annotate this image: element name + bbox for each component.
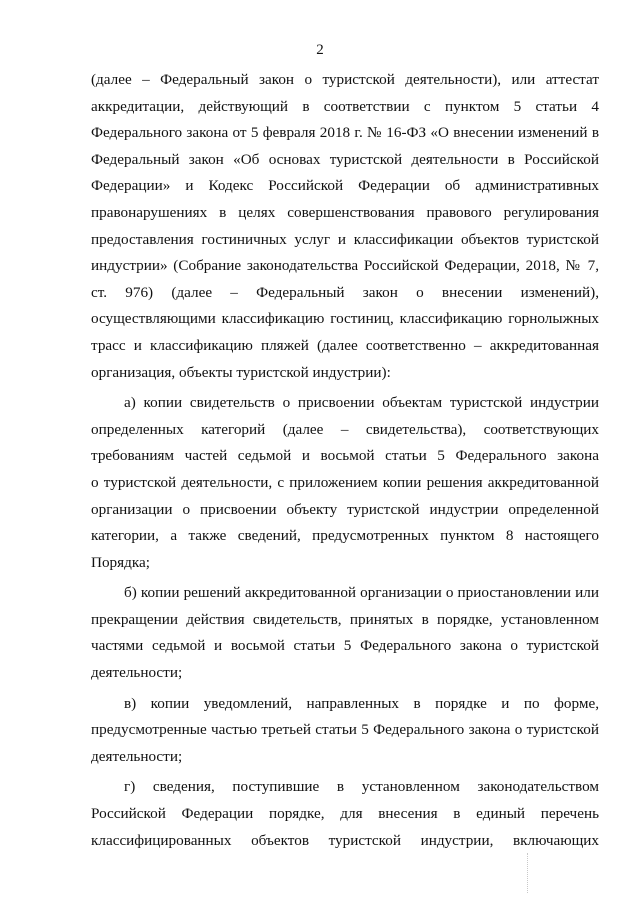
text-line: Федерального закона от 5 февраля 2018 г. № 16-ФЗ «О внесении изменений в — [91, 124, 599, 142]
text-line: классифицированных объектов туристской индустрии, включающих — [91, 831, 599, 849]
text-line: ст. 976) (далее – Федеральный закон о внесении изменений), — [91, 283, 599, 301]
text-line: категории, а также сведений, предусмотренных пунктом 8 настоящего — [91, 527, 599, 545]
text-line: предоставления гостиничных услуг и классификации объектов туристской — [91, 230, 599, 248]
list-item-v-line: в) копии уведомлений, направленных в порядке и по форме, — [124, 694, 599, 712]
scan-artifact-mark — [527, 853, 529, 893]
text-line: осуществляющими классификацию гостиниц, классификацию горнолыжных — [91, 310, 599, 328]
text-line: предусмотренные частью третьей статьи 5 Федерального закона о туристской — [91, 721, 599, 739]
text-line: частями седьмой и восьмой статьи 5 Федерального закона о туристской — [91, 637, 599, 655]
text-line: Федеральный закон «Об основах туристской деятельности в Российской — [91, 150, 599, 168]
text-line: правонарушениях в целях совершенствования правового регулирования — [91, 203, 599, 221]
text-line: Порядка; — [91, 553, 150, 571]
text-line: индустрии» (Собрание законодательства Российской Федерации, 2018, № 7, — [91, 257, 599, 275]
text-line: деятельности; — [91, 747, 183, 765]
text-line: организации о присвоении объекту туристской индустрии определенной — [91, 500, 599, 518]
text-line: прекращении действия свидетельств, принятых в порядке, установленном — [91, 610, 599, 628]
text-line: деятельности; — [91, 664, 183, 682]
document-body — [91, 67, 599, 854]
page-number: 2 — [316, 42, 324, 58]
text-line: (далее – Федеральный закон о туристской деятельности), или аттестат — [91, 71, 599, 88]
text-line: Федерации» и Кодекс Российской Федерации об административных — [91, 177, 599, 195]
list-item-a-line: а) копии свидетельств о присвоении объектам туристской индустрии — [124, 394, 599, 412]
list-item-g-line: г) сведения, поступившие в установленном законодательством — [124, 778, 599, 796]
text-line: определенных категорий (далее – свидетельства), соответствующих — [91, 420, 599, 438]
text-line: организация, объекты туристской индустрии): — [91, 363, 391, 381]
text-line: требованиям частей седьмой и восьмой статьи 5 Федерального закона — [91, 447, 599, 465]
text-line: Российской Федерации порядке, для внесения в единый перечень — [91, 805, 599, 823]
text-line: о туристской деятельности, с приложением копии решения аккредитованной — [91, 473, 599, 491]
list-item-b-line: б) копии решений аккредитованной организации о приостановлении или — [124, 584, 599, 602]
text-line: трасс и классификацию пляжей (далее соответственно – аккредитованная — [91, 336, 599, 354]
text-line: аккредитации, действующий в соответствии с пунктом 5 статьи 4 — [91, 97, 599, 115]
